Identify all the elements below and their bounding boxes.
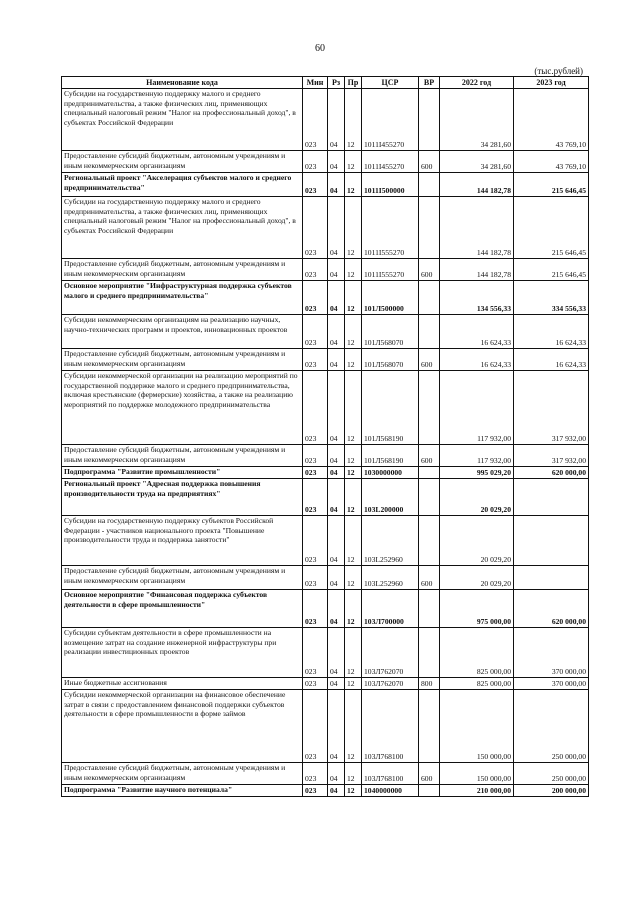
row-pr: 12: [345, 690, 362, 763]
row-vr: [419, 281, 440, 315]
row-name: Предоставление субсидий бюджетным, автономным учреждениям и иным некоммерческим организациям: [62, 566, 303, 590]
table-row: [62, 678, 589, 690]
row-csr: 103Л768100: [362, 763, 419, 785]
row-2022: 975 000,00: [440, 590, 514, 628]
table-row: [62, 371, 589, 445]
header-csr: ЦСР: [362, 77, 419, 89]
row-name: Предоставление субсидий бюджетным, автономным учреждениям и иным некоммерческим организациям: [62, 151, 303, 173]
row-name: Субсидии некоммерческой организации на финансовое обеспечение затрат в связи с предоставлением финансовой поддержки субъектов деятельности в сфере промышленности в форме займов: [62, 690, 303, 763]
row-min: 023: [303, 566, 328, 590]
row-2023: 370 000,00: [514, 678, 589, 690]
row-2023: 215 646,45: [514, 173, 589, 197]
row-rz: 04: [328, 315, 345, 349]
header-min: Мин: [303, 77, 328, 89]
row-vr: 600: [419, 445, 440, 467]
row-vr: [419, 467, 440, 479]
row-rz: 04: [328, 467, 345, 479]
table-row: [62, 173, 589, 197]
row-name: Субсидии субъектам деятельности в сфере промышленности на возмещение затрат на создание инженерной инфраструктуры при реализации инвестиционных проектов: [62, 628, 303, 678]
table-row: [62, 785, 589, 797]
row-2023: [514, 516, 589, 566]
row-csr: 1011I555270: [362, 197, 419, 259]
row-name: Подпрограмма "Развитие научного потенциала": [62, 785, 303, 797]
row-2023: [514, 566, 589, 590]
row-vr: [419, 89, 440, 151]
row-vr: [419, 197, 440, 259]
header-2023: 2023 год: [514, 77, 589, 89]
row-min: 023: [303, 281, 328, 315]
row-2023: 370 000,00: [514, 628, 589, 678]
row-name: Основное мероприятие "Инфраструктурная поддержка субъектов малого и среднего предпринимательства": [62, 281, 303, 315]
row-rz: 04: [328, 151, 345, 173]
row-vr: [419, 785, 440, 797]
row-vr: 600: [419, 566, 440, 590]
row-pr: 12: [345, 763, 362, 785]
table-row: [62, 445, 589, 467]
row-min: 023: [303, 628, 328, 678]
row-2022: 144 182,78: [440, 259, 514, 281]
row-2023: 317 932,00: [514, 445, 589, 467]
header-rz: Рз: [328, 77, 345, 89]
row-pr: 12: [345, 259, 362, 281]
row-name: Субсидии на государственную поддержку субъектов Российской Федерации - участников национального проекта "Повышение производительности труда и поддержка занятости": [62, 516, 303, 566]
row-csr: 101Л500000: [362, 281, 419, 315]
row-rz: 04: [328, 590, 345, 628]
row-min: 023: [303, 349, 328, 371]
table-row: [62, 197, 589, 259]
row-min: 023: [303, 590, 328, 628]
row-2022: 150 000,00: [440, 690, 514, 763]
row-pr: 12: [345, 479, 362, 516]
row-pr: 12: [345, 173, 362, 197]
row-vr: 600: [419, 151, 440, 173]
row-2023: 43 769,10: [514, 151, 589, 173]
row-pr: 12: [345, 678, 362, 690]
row-csr: 101Л568070: [362, 349, 419, 371]
row-name: Региональный проект "Адресная поддержка повышения производительности труда на предприятиях": [62, 479, 303, 516]
row-csr: 103Л762070: [362, 678, 419, 690]
row-vr: [419, 173, 440, 197]
table-row: [62, 467, 589, 479]
row-rz: 04: [328, 349, 345, 371]
row-vr: [419, 628, 440, 678]
row-2023: 200 000,00: [514, 785, 589, 797]
row-csr: 103Л762070: [362, 628, 419, 678]
row-name: Субсидии на государственную поддержку малого и среднего предпринимательства, а также физических лиц, применяющих специальный налоговый режим "Налог на профессиональный доход", в субъектах Российской Федерации: [62, 197, 303, 259]
row-rz: 04: [328, 628, 345, 678]
row-rz: 04: [328, 785, 345, 797]
row-name: Предоставление субсидий бюджетным, автономным учреждениям и иным некоммерческим организациям: [62, 763, 303, 785]
row-2023: 317 932,00: [514, 371, 589, 445]
row-min: 023: [303, 89, 328, 151]
row-vr: 600: [419, 349, 440, 371]
table-row: [62, 315, 589, 349]
page-number: 60: [315, 43, 325, 54]
row-csr: 1011I455270: [362, 89, 419, 151]
row-2022: 34 281,60: [440, 89, 514, 151]
row-csr: 1011I555270: [362, 259, 419, 281]
row-min: 023: [303, 467, 328, 479]
row-min: 023: [303, 785, 328, 797]
row-2023: 250 000,00: [514, 690, 589, 763]
row-name: Предоставление субсидий бюджетным, автономным учреждениям и иным некоммерческим организациям: [62, 259, 303, 281]
table-row: [62, 763, 589, 785]
row-name: Региональный проект "Акселерация субъектов малого и среднего предпринимательства": [62, 173, 303, 197]
row-pr: 12: [345, 445, 362, 467]
row-rz: 04: [328, 281, 345, 315]
row-rz: 04: [328, 371, 345, 445]
budget-table: [61, 76, 589, 797]
row-2023: 16 624,33: [514, 315, 589, 349]
row-2023: 43 769,10: [514, 89, 589, 151]
row-vr: [419, 315, 440, 349]
row-2023: 620 000,00: [514, 467, 589, 479]
row-min: 023: [303, 516, 328, 566]
row-csr: 103Л700000: [362, 590, 419, 628]
row-2023: 620 000,00: [514, 590, 589, 628]
units-label: (тыс.рублей): [534, 66, 583, 76]
row-2023: 334 556,33: [514, 281, 589, 315]
row-min: 023: [303, 690, 328, 763]
row-csr: 1011I500000: [362, 173, 419, 197]
row-pr: 12: [345, 467, 362, 479]
row-csr: 103L252960: [362, 516, 419, 566]
row-2022: 20 029,20: [440, 479, 514, 516]
row-csr: 103Л768100: [362, 690, 419, 763]
row-vr: [419, 690, 440, 763]
row-min: 023: [303, 173, 328, 197]
row-rz: 04: [328, 173, 345, 197]
row-2022: 20 029,20: [440, 516, 514, 566]
row-csr: 1011I455270: [362, 151, 419, 173]
table-row: [62, 590, 589, 628]
table-row: [62, 516, 589, 566]
row-rz: 04: [328, 259, 345, 281]
row-vr: 800: [419, 678, 440, 690]
table-header-row: [62, 77, 589, 89]
row-name: Предоставление субсидий бюджетным, автономным учреждениям и иным некоммерческим организациям: [62, 349, 303, 371]
row-min: 023: [303, 197, 328, 259]
row-name: Субсидии некоммерческой организации на реализацию мероприятий по государственной поддержке малого и среднего предпринимательства, включая крестьянские (фермерские) хозяйства, а также на реализацию мероприятий по поддержке молодежного предпринимательства: [62, 371, 303, 445]
header-name: Наименование кода: [62, 77, 303, 89]
row-2023: 215 646,45: [514, 197, 589, 259]
row-min: 023: [303, 479, 328, 516]
row-2022: 16 624,33: [440, 349, 514, 371]
row-2023: 250 000,00: [514, 763, 589, 785]
row-2022: 144 182,78: [440, 173, 514, 197]
row-2022: 825 000,00: [440, 678, 514, 690]
row-2022: 34 281,60: [440, 151, 514, 173]
row-pr: 12: [345, 590, 362, 628]
table-row: [62, 690, 589, 763]
table-row: [62, 479, 589, 516]
row-pr: 12: [345, 371, 362, 445]
table-row: [62, 281, 589, 315]
row-pr: 12: [345, 516, 362, 566]
row-2022: 134 556,33: [440, 281, 514, 315]
row-vr: [419, 516, 440, 566]
row-2022: 150 000,00: [440, 763, 514, 785]
row-2022: 210 000,00: [440, 785, 514, 797]
row-2022: 16 624,33: [440, 315, 514, 349]
row-2022: 995 029,20: [440, 467, 514, 479]
row-min: 023: [303, 445, 328, 467]
row-2023: [514, 479, 589, 516]
header-pr: Пр: [345, 77, 362, 89]
row-name: Предоставление субсидий бюджетным, автономным учреждениям и иным некоммерческим организациям: [62, 445, 303, 467]
table-row: [62, 89, 589, 151]
table-row: [62, 151, 589, 173]
row-pr: 12: [345, 89, 362, 151]
row-vr: [419, 479, 440, 516]
row-vr: [419, 371, 440, 445]
row-min: 023: [303, 259, 328, 281]
row-pr: 12: [345, 281, 362, 315]
row-2022: 825 000,00: [440, 628, 514, 678]
row-min: 023: [303, 371, 328, 445]
row-name: Иные бюджетные ассигнования: [62, 678, 303, 690]
row-rz: 04: [328, 763, 345, 785]
row-pr: 12: [345, 315, 362, 349]
row-pr: 12: [345, 566, 362, 590]
row-2023: 16 624,33: [514, 349, 589, 371]
table-row: [62, 349, 589, 371]
row-pr: 12: [345, 785, 362, 797]
row-csr: 1040000000: [362, 785, 419, 797]
row-pr: 12: [345, 628, 362, 678]
table-row: [62, 628, 589, 678]
table-row: [62, 566, 589, 590]
row-rz: 04: [328, 678, 345, 690]
row-csr: 1030000000: [362, 467, 419, 479]
row-pr: 12: [345, 197, 362, 259]
row-2022: 20 029,20: [440, 566, 514, 590]
row-vr: 600: [419, 259, 440, 281]
header-2022: 2022 год: [440, 77, 514, 89]
row-2023: 215 646,45: [514, 259, 589, 281]
row-2022: 117 932,00: [440, 445, 514, 467]
row-vr: [419, 590, 440, 628]
table-row: [62, 259, 589, 281]
row-name: Субсидии на государственную поддержку малого и среднего предпринимательства, а также физических лиц, применяющих специальный налоговый режим "Налог на профессиональный доход", в субъектах Российской Федерации: [62, 89, 303, 151]
row-rz: 04: [328, 690, 345, 763]
row-name: Основное мероприятие "Финансовая поддержка субъектов деятельности в сфере промышленности": [62, 590, 303, 628]
row-csr: 101Л568190: [362, 445, 419, 467]
row-rz: 04: [328, 197, 345, 259]
row-name: Субсидии некоммерческим организациям на реализацию научных, научно-технических программ и проектов, инновационных проектов: [62, 315, 303, 349]
row-2022: 144 182,78: [440, 197, 514, 259]
row-min: 023: [303, 678, 328, 690]
row-rz: 04: [328, 445, 345, 467]
row-csr: 101Л568190: [362, 371, 419, 445]
row-min: 023: [303, 151, 328, 173]
row-rz: 04: [328, 566, 345, 590]
row-pr: 12: [345, 349, 362, 371]
row-rz: 04: [328, 479, 345, 516]
header-vr: ВР: [419, 77, 440, 89]
row-csr: 101Л568070: [362, 315, 419, 349]
row-min: 023: [303, 763, 328, 785]
row-name: Подпрограмма "Развитие промышленности": [62, 467, 303, 479]
row-min: 023: [303, 315, 328, 349]
row-2022: 117 932,00: [440, 371, 514, 445]
row-rz: 04: [328, 89, 345, 151]
row-csr: 103L200000: [362, 479, 419, 516]
row-rz: 04: [328, 516, 345, 566]
row-vr: 600: [419, 763, 440, 785]
row-csr: 103L252960: [362, 566, 419, 590]
row-pr: 12: [345, 151, 362, 173]
